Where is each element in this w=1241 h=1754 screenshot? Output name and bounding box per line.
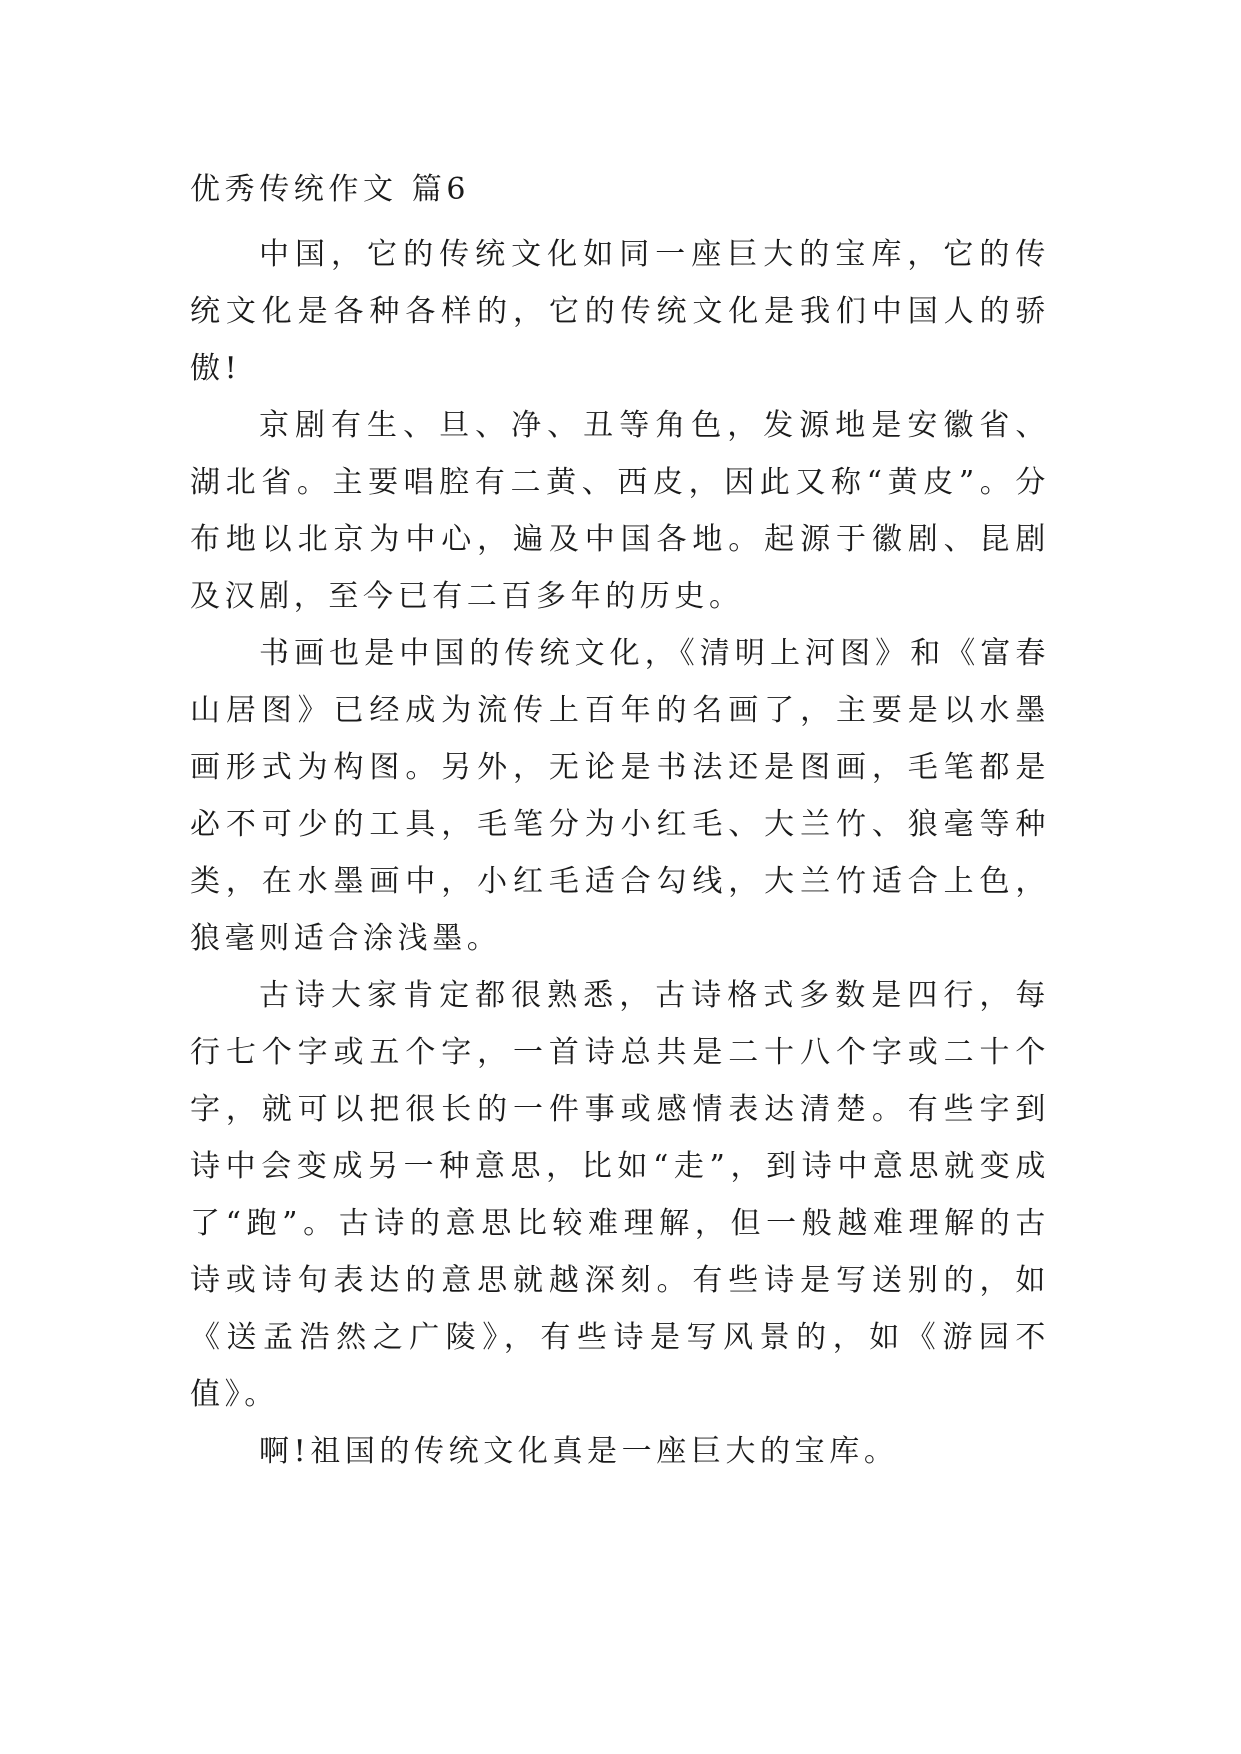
paragraph-intro: 中国，它的传统文化如同一座巨大的宝库，它的传统文化是各种各样的，它的传统文化是我们中国人的骄傲! — [190, 237, 1050, 386]
paragraph-painting-calligraphy: 书画也是中国的传统文化，《清明上河图》和《富春山居图》已经成为流传上百年的名画了，主要是以水墨画形式为构图。另外，无论是书法还是图画，毛笔都是必不可少的工具，毛笔分为小红毛、大兰竹、狼毫等种类，在水墨画中，小红毛适合勾线，大兰竹适合上色，狼毫则适合涂浅墨。 — [190, 636, 1050, 956]
document-body — [190, 166, 1050, 1480]
paragraph-conclusion: 啊!祖国的传统文化真是一座巨大的宝库。 — [259, 1434, 899, 1469]
paragraph-peking-opera: 京剧有生、旦、净、丑等角色，发源地是安徽省、湖北省。主要唱腔有二黄、西皮，因此又称“黄皮”。分布地以北京为中心，遍及中国各地。起源于徽剧、昆剧及汉剧，至今已有二百多年的历史。 — [190, 408, 1050, 614]
document-title: 优秀传统作文 篇6 — [190, 172, 471, 207]
paragraph-ancient-poetry: 古诗大家肯定都很熟悉，古诗格式多数是四行，每行七个字或五个字，一首诗总共是二十八个字或二十个字，就可以把很长的一件事或感情表达清楚。有些字到诗中会变成另一种意思，比如“走”，到诗中意思就变成了“跑”。古诗的意思比较难理解，但一般越难理解的古诗或诗句表达的意思就越深刻。有些诗是写送别的，如《送孟浩然之广陵》，有些诗是写风景的，如《游园不值》。 — [190, 978, 1050, 1412]
